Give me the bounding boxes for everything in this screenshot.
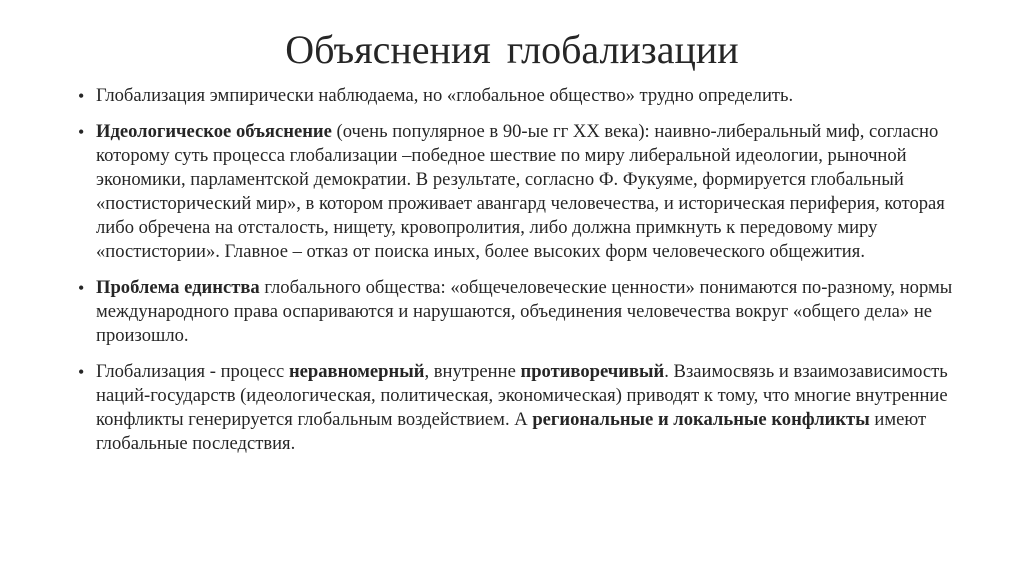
bullet-marker: • xyxy=(78,278,85,298)
bullet-text xyxy=(96,85,793,106)
bullet-marker: • xyxy=(78,86,85,106)
bullet-text-part: имеют глобальные последствия. xyxy=(96,409,927,454)
bullet-item xyxy=(78,276,958,348)
bullet-item xyxy=(78,84,958,108)
bullet-text-part: . Взаимосвязь и взаимозависимость наций-государств (идеологическая, политическая, экономическая) приводят к тому, что многие внутренние конфликты генерируется глобальным воздействием. А xyxy=(96,361,948,430)
slide-title: Объяснения глобализации xyxy=(285,27,739,72)
bullet-text xyxy=(96,277,952,346)
bullet-text-part: глобального общества: «общечеловеческие ценности» понимаются по-разному, нормы международного права оспариваются и нарушаются, объединения человечества вокруг «общего дела» не произошло. xyxy=(96,277,953,346)
bullet-text-part: Глобализация эмпирически наблюдаема, но «глобальное общество» трудно определить. xyxy=(96,85,794,106)
bullet-text xyxy=(96,121,945,262)
bullet-text-part: (очень популярное в 90-ые гг XX века): наивно-либеральный миф, согласно которому суть процесса глобализации –победное шествие по миру либеральной идеологии, рыночной экономики, парламентской демократии. В результате, согласно Ф. Фукуяме, формируется глобальный «постисторический мир», в котором проживает авангард человечества, и историческая периферия, которая либо обречена на отсталость, нищету, кровопролития, либо должна примкнуть к передовому миру «постистории». Главное – отказ от поиска иных, более высоких форм человеческого общежития. xyxy=(96,121,945,262)
bullet-text-part: , внутренне xyxy=(424,361,521,382)
bullet-text-bold-part: Идеологическое объяснение xyxy=(96,121,332,142)
bullet-marker: • xyxy=(78,122,85,142)
bullet-text-part: Глобализация - процесс xyxy=(96,361,289,382)
bullet-text-bold-part: региональные и локальные конфликты xyxy=(532,409,870,430)
bullet-item xyxy=(78,120,958,264)
bullet-text-bold-part: противоречивый xyxy=(520,361,665,382)
bullet-text-bold-part: Проблема единства xyxy=(96,277,260,298)
bullet-item xyxy=(78,360,958,456)
bullet-list xyxy=(78,84,958,468)
bullet-text xyxy=(96,361,948,454)
bullet-marker: • xyxy=(78,362,85,382)
bullet-text-bold-part: неравномерный xyxy=(288,361,425,382)
